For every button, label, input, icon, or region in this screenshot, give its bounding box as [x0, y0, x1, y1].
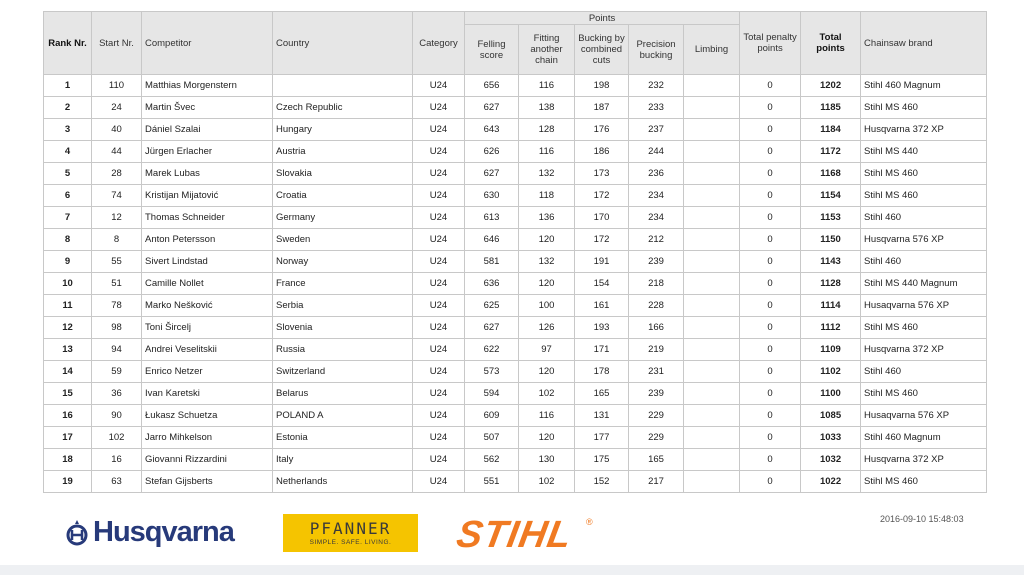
competitor-cell: Martin Švec	[142, 97, 273, 119]
bucking-cell: 198	[575, 75, 629, 97]
table-row	[44, 97, 987, 119]
limbing-cell	[684, 185, 740, 207]
country-cell: Russia	[273, 339, 413, 361]
penalty-cell: 0	[740, 383, 801, 405]
limbing-cell	[684, 97, 740, 119]
total-cell: 1033	[801, 427, 861, 449]
fitting-cell: 97	[519, 339, 575, 361]
precision-cell: 234	[629, 185, 684, 207]
brand-cell: Stihl 460 Magnum	[861, 75, 987, 97]
rank-cell: 11	[44, 295, 92, 317]
country-cell: POLAND A	[273, 405, 413, 427]
category-cell: U24	[413, 97, 465, 119]
bucking-cell: 178	[575, 361, 629, 383]
brand-cell: Stihl MS 440 Magnum	[861, 273, 987, 295]
table-row	[44, 207, 987, 229]
total-cell: 1100	[801, 383, 861, 405]
total-cell: 1153	[801, 207, 861, 229]
fitting-cell: 102	[519, 471, 575, 493]
fitting-cell: 120	[519, 361, 575, 383]
rank-cell: 18	[44, 449, 92, 471]
total-cell: 1150	[801, 229, 861, 251]
total-cell: 1172	[801, 141, 861, 163]
fitting-cell: 128	[519, 119, 575, 141]
felling-cell: 625	[465, 295, 519, 317]
table-row	[44, 141, 987, 163]
precision-cell: 232	[629, 75, 684, 97]
category-cell: U24	[413, 119, 465, 141]
brand-cell: Stihl MS 440	[861, 141, 987, 163]
brand-cell: Stihl MS 460	[861, 163, 987, 185]
competitor-cell: Łukasz Schuetza	[142, 405, 273, 427]
precision-cell: 239	[629, 251, 684, 273]
brand-cell: Stihl MS 460	[861, 97, 987, 119]
stihl-registered-mark: ®	[586, 517, 593, 527]
husqvarna-crown-icon	[63, 518, 91, 548]
header-brand: Chainsaw brand	[861, 12, 987, 75]
start-cell: 28	[92, 163, 142, 185]
brand-cell: Husqvarna 576 XP	[861, 229, 987, 251]
fitting-cell: 100	[519, 295, 575, 317]
felling-cell: 630	[465, 185, 519, 207]
total-cell: 1085	[801, 405, 861, 427]
bucking-cell: 172	[575, 185, 629, 207]
start-cell: 90	[92, 405, 142, 427]
competitor-cell: Dániel Szalai	[142, 119, 273, 141]
stihl-logo: STIHL	[453, 514, 576, 556]
penalty-cell: 0	[740, 339, 801, 361]
country-cell: Serbia	[273, 295, 413, 317]
limbing-cell	[684, 251, 740, 273]
competitor-cell: Marko Nešković	[142, 295, 273, 317]
fitting-cell: 132	[519, 163, 575, 185]
total-cell: 1202	[801, 75, 861, 97]
felling-cell: 609	[465, 405, 519, 427]
rank-cell: 10	[44, 273, 92, 295]
fitting-cell: 116	[519, 75, 575, 97]
category-cell: U24	[413, 383, 465, 405]
bottom-bar	[0, 565, 1024, 575]
category-cell: U24	[413, 273, 465, 295]
category-cell: U24	[413, 75, 465, 97]
country-cell: Estonia	[273, 427, 413, 449]
fitting-cell: 120	[519, 229, 575, 251]
total-cell: 1154	[801, 185, 861, 207]
bucking-cell: 131	[575, 405, 629, 427]
country-cell: Hungary	[273, 119, 413, 141]
precision-cell: 234	[629, 207, 684, 229]
category-cell: U24	[413, 405, 465, 427]
total-cell: 1128	[801, 273, 861, 295]
start-cell: 98	[92, 317, 142, 339]
bucking-cell: 186	[575, 141, 629, 163]
precision-cell: 229	[629, 427, 684, 449]
brand-cell: Husqvarna 372 XP	[861, 449, 987, 471]
rank-cell: 13	[44, 339, 92, 361]
limbing-cell	[684, 317, 740, 339]
table-row	[44, 163, 987, 185]
penalty-cell: 0	[740, 361, 801, 383]
felling-cell: 562	[465, 449, 519, 471]
category-cell: U24	[413, 471, 465, 493]
total-cell: 1168	[801, 163, 861, 185]
brand-cell: Stihl MS 460	[861, 383, 987, 405]
competitor-cell: Jarro Mihkelson	[142, 427, 273, 449]
penalty-cell: 0	[740, 471, 801, 493]
start-cell: 74	[92, 185, 142, 207]
husqvarna-wordmark: Husqvarna	[93, 516, 234, 548]
penalty-cell: 0	[740, 229, 801, 251]
category-cell: U24	[413, 295, 465, 317]
bucking-cell: 161	[575, 295, 629, 317]
country-cell: Italy	[273, 449, 413, 471]
limbing-cell	[684, 163, 740, 185]
start-cell: 102	[92, 427, 142, 449]
fitting-cell: 120	[519, 427, 575, 449]
penalty-cell: 0	[740, 317, 801, 339]
bucking-cell: 170	[575, 207, 629, 229]
brand-cell: Husaqvarna 576 XP	[861, 405, 987, 427]
competitor-cell: Sivert Lindstad	[142, 251, 273, 273]
bucking-cell: 173	[575, 163, 629, 185]
table-row	[44, 229, 987, 251]
bucking-cell: 191	[575, 251, 629, 273]
felling-cell: 627	[465, 163, 519, 185]
results-table-container	[43, 11, 986, 493]
start-cell: 8	[92, 229, 142, 251]
start-cell: 110	[92, 75, 142, 97]
start-cell: 40	[92, 119, 142, 141]
pfanner-logo	[283, 514, 418, 552]
penalty-cell: 0	[740, 141, 801, 163]
felling-cell: 613	[465, 207, 519, 229]
precision-cell: 237	[629, 119, 684, 141]
rank-cell: 3	[44, 119, 92, 141]
competitor-cell: Anton Petersson	[142, 229, 273, 251]
table-row	[44, 75, 987, 97]
fitting-cell: 136	[519, 207, 575, 229]
start-cell: 94	[92, 339, 142, 361]
rank-cell: 15	[44, 383, 92, 405]
total-cell: 1022	[801, 471, 861, 493]
results-table-body	[44, 75, 987, 493]
header-country: Country	[273, 12, 413, 75]
start-cell: 78	[92, 295, 142, 317]
header-precision: Precision bucking	[629, 25, 684, 75]
fitting-cell: 130	[519, 449, 575, 471]
country-cell: Croatia	[273, 185, 413, 207]
precision-cell: 166	[629, 317, 684, 339]
fitting-cell: 120	[519, 273, 575, 295]
felling-cell: 626	[465, 141, 519, 163]
rank-cell: 16	[44, 405, 92, 427]
country-cell: Slovenia	[273, 317, 413, 339]
precision-cell: 231	[629, 361, 684, 383]
felling-cell: 656	[465, 75, 519, 97]
bucking-cell: 165	[575, 383, 629, 405]
bucking-cell: 187	[575, 97, 629, 119]
bucking-cell: 172	[575, 229, 629, 251]
limbing-cell	[684, 449, 740, 471]
country-cell: Germany	[273, 207, 413, 229]
felling-cell: 627	[465, 317, 519, 339]
rank-cell: 5	[44, 163, 92, 185]
felling-cell: 573	[465, 361, 519, 383]
competitor-cell: Andrei Veselitskii	[142, 339, 273, 361]
penalty-cell: 0	[740, 427, 801, 449]
brand-cell: Stihl 460	[861, 251, 987, 273]
competitor-cell: Camille Nollet	[142, 273, 273, 295]
category-cell: U24	[413, 185, 465, 207]
header-start: Start Nr.	[92, 12, 142, 75]
header-rank: Rank Nr.	[44, 12, 92, 75]
country-cell: Switzerland	[273, 361, 413, 383]
limbing-cell	[684, 405, 740, 427]
competitor-cell: Marek Lubas	[142, 163, 273, 185]
limbing-cell	[684, 273, 740, 295]
rank-cell: 12	[44, 317, 92, 339]
felling-cell: 636	[465, 273, 519, 295]
total-cell: 1032	[801, 449, 861, 471]
header-penalty: Total penalty points	[740, 12, 801, 75]
limbing-cell	[684, 119, 740, 141]
table-row	[44, 185, 987, 207]
felling-cell: 594	[465, 383, 519, 405]
rank-cell: 14	[44, 361, 92, 383]
header-category: Category	[413, 12, 465, 75]
competitor-cell: Thomas Schneider	[142, 207, 273, 229]
felling-cell: 507	[465, 427, 519, 449]
total-cell: 1184	[801, 119, 861, 141]
rank-cell: 9	[44, 251, 92, 273]
category-cell: U24	[413, 361, 465, 383]
precision-cell: 229	[629, 405, 684, 427]
total-cell: 1102	[801, 361, 861, 383]
rank-cell: 8	[44, 229, 92, 251]
table-row	[44, 427, 987, 449]
felling-cell: 643	[465, 119, 519, 141]
table-row	[44, 295, 987, 317]
timestamp: 2016-09-10 15:48:03	[880, 514, 964, 524]
category-cell: U24	[413, 207, 465, 229]
rank-cell: 4	[44, 141, 92, 163]
fitting-cell: 102	[519, 383, 575, 405]
brand-cell: Husqvarna 372 XP	[861, 119, 987, 141]
table-row	[44, 273, 987, 295]
category-cell: U24	[413, 251, 465, 273]
table-row	[44, 361, 987, 383]
rank-cell: 7	[44, 207, 92, 229]
felling-cell: 581	[465, 251, 519, 273]
table-row	[44, 405, 987, 427]
table-row	[44, 339, 987, 361]
results-table	[43, 11, 987, 493]
brand-cell: Stihl 460	[861, 361, 987, 383]
penalty-cell: 0	[740, 97, 801, 119]
header-points-group: Points	[465, 12, 740, 25]
felling-cell: 622	[465, 339, 519, 361]
table-row	[44, 449, 987, 471]
country-cell: Sweden	[273, 229, 413, 251]
rank-cell: 2	[44, 97, 92, 119]
limbing-cell	[684, 141, 740, 163]
limbing-cell	[684, 471, 740, 493]
brand-cell: Stihl MS 460	[861, 185, 987, 207]
category-cell: U24	[413, 163, 465, 185]
category-cell: U24	[413, 317, 465, 339]
category-cell: U24	[413, 229, 465, 251]
brand-cell: Husaqvarna 576 XP	[861, 295, 987, 317]
country-cell	[273, 75, 413, 97]
penalty-cell: 0	[740, 295, 801, 317]
fitting-cell: 132	[519, 251, 575, 273]
competitor-cell: Matthias Morgenstern	[142, 75, 273, 97]
precision-cell: 218	[629, 273, 684, 295]
start-cell: 59	[92, 361, 142, 383]
country-cell: Slovakia	[273, 163, 413, 185]
total-cell: 1185	[801, 97, 861, 119]
bucking-cell: 171	[575, 339, 629, 361]
felling-cell: 627	[465, 97, 519, 119]
competitor-cell: Giovanni Rizzardini	[142, 449, 273, 471]
competitor-cell: Toni Šircelj	[142, 317, 273, 339]
fitting-cell: 138	[519, 97, 575, 119]
total-cell: 1112	[801, 317, 861, 339]
bucking-cell: 193	[575, 317, 629, 339]
start-cell: 44	[92, 141, 142, 163]
limbing-cell	[684, 383, 740, 405]
pfanner-tagline: SIMPLE. SAFE. LIVING.	[309, 539, 392, 546]
start-cell: 55	[92, 251, 142, 273]
penalty-cell: 0	[740, 163, 801, 185]
bucking-cell: 154	[575, 273, 629, 295]
country-cell: Netherlands	[273, 471, 413, 493]
country-cell: Norway	[273, 251, 413, 273]
limbing-cell	[684, 207, 740, 229]
competitor-cell: Jürgen Erlacher	[142, 141, 273, 163]
precision-cell: 217	[629, 471, 684, 493]
brand-cell: Stihl MS 460	[861, 471, 987, 493]
limbing-cell	[684, 295, 740, 317]
start-cell: 16	[92, 449, 142, 471]
precision-cell: 239	[629, 383, 684, 405]
header-fitting: Fitting another chain	[519, 25, 575, 75]
start-cell: 36	[92, 383, 142, 405]
start-cell: 24	[92, 97, 142, 119]
penalty-cell: 0	[740, 405, 801, 427]
competitor-cell: Kristijan Mijatović	[142, 185, 273, 207]
precision-cell: 244	[629, 141, 684, 163]
fitting-cell: 126	[519, 317, 575, 339]
start-cell: 51	[92, 273, 142, 295]
table-row	[44, 251, 987, 273]
competitor-cell: Enrico Netzer	[142, 361, 273, 383]
bucking-cell: 152	[575, 471, 629, 493]
total-cell: 1109	[801, 339, 861, 361]
fitting-cell: 116	[519, 141, 575, 163]
header-competitor: Competitor	[142, 12, 273, 75]
precision-cell: 233	[629, 97, 684, 119]
competitor-cell: Stefan Gijsberts	[142, 471, 273, 493]
limbing-cell	[684, 361, 740, 383]
table-row	[44, 119, 987, 141]
penalty-cell: 0	[740, 207, 801, 229]
category-cell: U24	[413, 427, 465, 449]
country-cell: Czech Republic	[273, 97, 413, 119]
precision-cell: 228	[629, 295, 684, 317]
header-limbing: Limbing	[684, 25, 740, 75]
start-cell: 12	[92, 207, 142, 229]
penalty-cell: 0	[740, 449, 801, 471]
brand-cell: Stihl 460 Magnum	[861, 427, 987, 449]
felling-cell: 551	[465, 471, 519, 493]
rank-cell: 17	[44, 427, 92, 449]
total-cell: 1114	[801, 295, 861, 317]
rank-cell: 6	[44, 185, 92, 207]
penalty-cell: 0	[740, 185, 801, 207]
precision-cell: 236	[629, 163, 684, 185]
bucking-cell: 176	[575, 119, 629, 141]
sponsor-footer	[0, 500, 1024, 575]
category-cell: U24	[413, 141, 465, 163]
penalty-cell: 0	[740, 119, 801, 141]
penalty-cell: 0	[740, 251, 801, 273]
penalty-cell: 0	[740, 75, 801, 97]
precision-cell: 219	[629, 339, 684, 361]
brand-cell: Stihl MS 460	[861, 317, 987, 339]
fitting-cell: 116	[519, 405, 575, 427]
country-cell: Belarus	[273, 383, 413, 405]
fitting-cell: 118	[519, 185, 575, 207]
precision-cell: 165	[629, 449, 684, 471]
limbing-cell	[684, 339, 740, 361]
bucking-cell: 177	[575, 427, 629, 449]
brand-cell: Husqvarna 372 XP	[861, 339, 987, 361]
husqvarna-logo	[63, 516, 234, 549]
limbing-cell	[684, 229, 740, 251]
pfanner-wordmark: PFANNER	[309, 519, 392, 538]
total-cell: 1143	[801, 251, 861, 273]
category-cell: U24	[413, 339, 465, 361]
brand-cell: Stihl 460	[861, 207, 987, 229]
rank-cell: 1	[44, 75, 92, 97]
country-cell: France	[273, 273, 413, 295]
limbing-cell	[684, 75, 740, 97]
category-cell: U24	[413, 449, 465, 471]
felling-cell: 646	[465, 229, 519, 251]
country-cell: Austria	[273, 141, 413, 163]
penalty-cell: 0	[740, 273, 801, 295]
table-row	[44, 471, 987, 493]
limbing-cell	[684, 427, 740, 449]
header-bucking-combined: Bucking by combined cuts	[575, 25, 629, 75]
competitor-cell: Ivan Karetski	[142, 383, 273, 405]
table-row	[44, 383, 987, 405]
header-total: Total points	[801, 12, 861, 75]
precision-cell: 212	[629, 229, 684, 251]
table-row	[44, 317, 987, 339]
start-cell: 63	[92, 471, 142, 493]
bucking-cell: 175	[575, 449, 629, 471]
rank-cell: 19	[44, 471, 92, 493]
header-felling: Felling score	[465, 25, 519, 75]
